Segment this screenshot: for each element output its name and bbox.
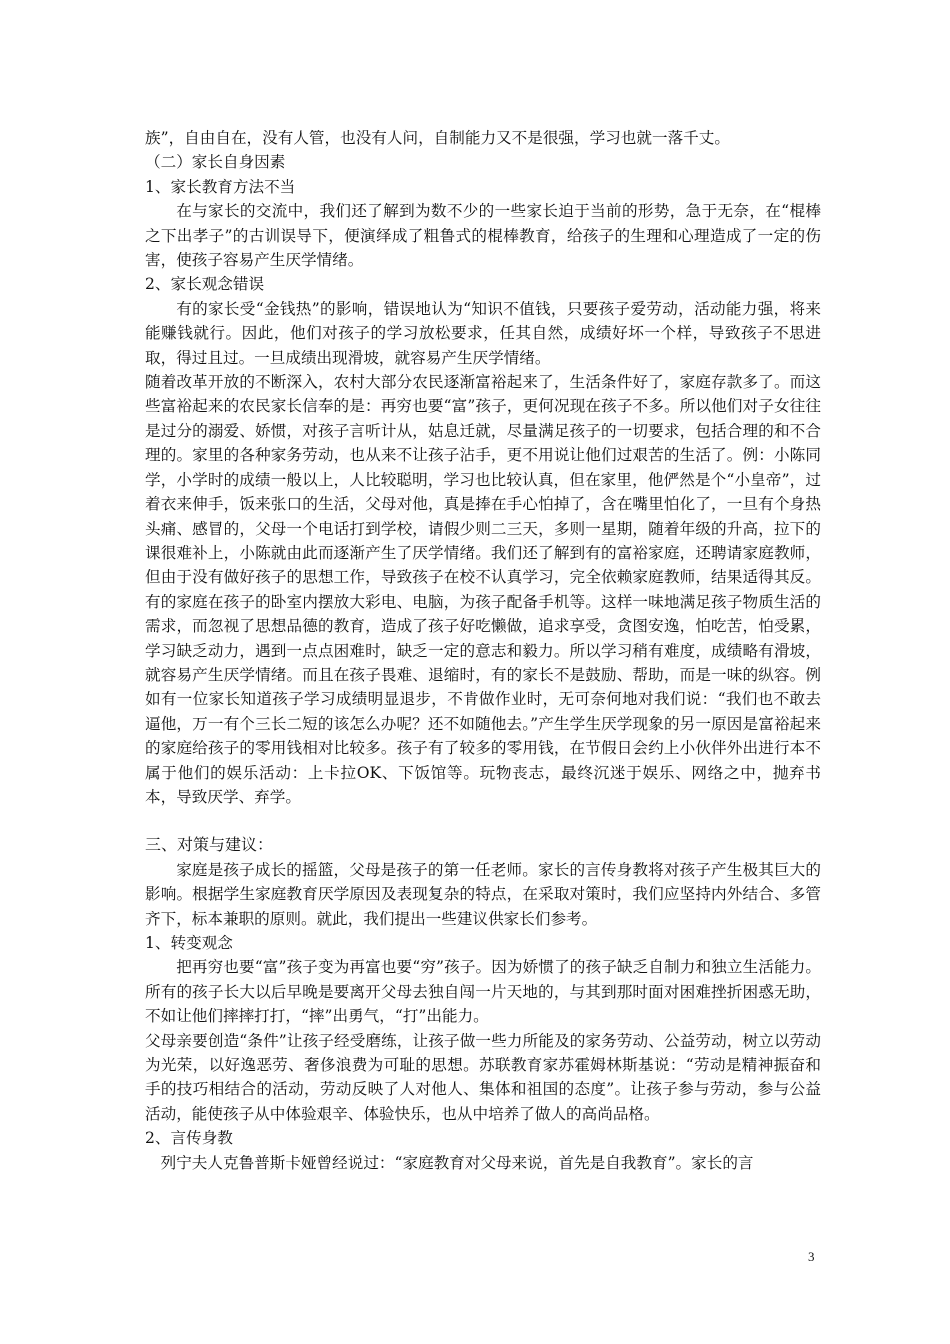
- paragraph-continuation: 族”，自由自在，没有人管，也没有人问，自制能力又不是很强，学习也就一落千丈。: [145, 129, 730, 147]
- heading-parent-factors: （二）家长自身因素: [145, 153, 286, 172]
- heading-change-concept: 1、转变观念: [145, 934, 233, 952]
- paragraph-wrong-concept: 有的家长受“金钱热”的影响，错误地认为“知识不值钱，只要孩子爱劳动，活动能力强，将来能赚钱就行。因此，他们对孩子的学习放松要求，任其自然，成绩好坏一个样，导致孩子不思进取，得过且过。一旦成绩出现滑坡，就容易产生厌学情绪。: [145, 299, 821, 367]
- section-heading-countermeasures: 三、对策与建议：: [145, 835, 274, 855]
- heading-wrong-concept: 2、家长观念错误: [145, 275, 265, 294]
- paragraph-family: 家庭是孩子成长的摇篮，父母是孩子的第一任老师。家长的言传身教将对孩子产生极其巨大的影响。根据学生家庭教育厌学原因及表现复杂的特点，在采取对策时，我们应坚持内外结合、多管齐下，标本兼职的原则。就此，我们提出一些建议供家长们参考。: [145, 860, 821, 928]
- paragraph-education-method: 在与家长的交流中，我们还了解到为数不少的一些家长迫于当前的形势，急于无奈，在“棍棒之下出孝子”的古训误导下，便演绎成了粗鲁式的棍棒教育，给孩子的生理和心理造成了一定的伤害，使孩子容易产生厌学情绪。: [145, 202, 821, 270]
- paragraph-change-concept: 把再穷也要“富”孩子变为再富也要“穷”孩子。因为娇惯了的孩子缺乏自制力和独立生活能力。所有的孩子长大以后早晚是要离开父母去独自闯一片天地的，与其到那时面对困难挫折困惑无助，不如让他们摔摔打打，“摔”出勇气，“打”出能力。: [145, 958, 821, 1026]
- paragraph-lead-by-example: 列宁夫人克鲁普斯卡娅曾经说过：“家庭教育对父母来说，首先是自我教育”。家长的言: [160, 1153, 754, 1172]
- heading-lead-by-example: 2、言传身教: [145, 1129, 233, 1148]
- page-number: 3: [808, 1249, 815, 1264]
- document-body: [145, 126, 821, 1175]
- heading-education-method: 1、家长教育方法不当: [145, 177, 296, 196]
- paragraph-reform: 随着改革开放的不断深入，农村大部分农民逐渐富裕起来了，生活条件好了，家庭存款多了。而这些富裕起来的农民家长信奉的是：再穷也要“富”孩子，更何况现在孩子不多。所以他们对子女往往是过分的溺爱、娇惯，对孩子言听计从，姑息迁就，尽量满足孩子的一切要求，包括合理的和不合理的。家里的各种家务劳动，也从来不让孩子沾手，更不用说让他们过艰苦的生活了。例：小陈同学，小学时的成绩一般以上，人比较聪明，学习也比较认真，但在家里，他俨然是个“小皇帝”，过着衣来伸手，饭来张口的生活，父母对他，真是捧在手心怕掉了，含在嘴里怕化了，一旦有个身热头痛、感冒的，父母一个电话打到学校，请假少则二三天，多则一星期，随着年级的升高，拉下的课很难补上，小陈就由此而逐渐产生了厌学情绪。我们还了解到有的富裕家庭，还聘请家庭教师，但由于没有做好孩子的思想工作，导致孩子在校不认真学习，完全依赖家庭教师，结果适得其反。有的家庭在孩子的卧室内摆放大彩电、电脑，为孩子配备手机等。这样一味地满足孩子物质生活的需求，而忽视了思想品德的教育，造成了孩子好吃懒做，追求享受，贪图安逸，怕吃苦，怕受累，学习缺乏动力，遇到一点点困难时，缺乏一定的意志和毅力。所以学习稍有难度，成绩略有滑坡，就容易产生厌学情绪。而且在孩子畏难、退缩时，有的家长不是鼓励、帮助，而是一味的纵容。例如有一位家长知道孩子学习成绩明显退步，不肯做作业时，无可奈何地对我们说：“我们也不敢去逼他，万一有个三长二短的该怎么办呢？还不如随他去。”产生学生厌学现象的另一原因是富裕起来的家庭给孩子的零用钱相对比较多。孩子有了较多的零用钱，在节假日会约上小伙伴外出进行本不属于他们的娱乐活动：上卡拉OK、下饭馆等。玩物丧志，最终沉迷于娱乐、网络之中，抛弃书本，导致厌学、弃学。: [145, 373, 821, 806]
- paragraph-conditions: 父母亲要创造“条件”让孩子经受磨练，让孩子做一些力所能及的家务劳动、公益劳动，树立以劳动为光荣，以好逸恶劳、奢侈浪费为可耻的思想。苏联教育家苏霍姆林斯基说：“劳动是精神振奋和手的技巧相结合的活动，劳动反映了人对他人、集体和祖国的态度”。让孩子参与劳动，参与公益活动，能使孩子从中体验艰辛、体验快乐，也从中培养了做人的高尚品格。: [145, 1031, 821, 1123]
- section-spacer: [145, 809, 821, 833]
